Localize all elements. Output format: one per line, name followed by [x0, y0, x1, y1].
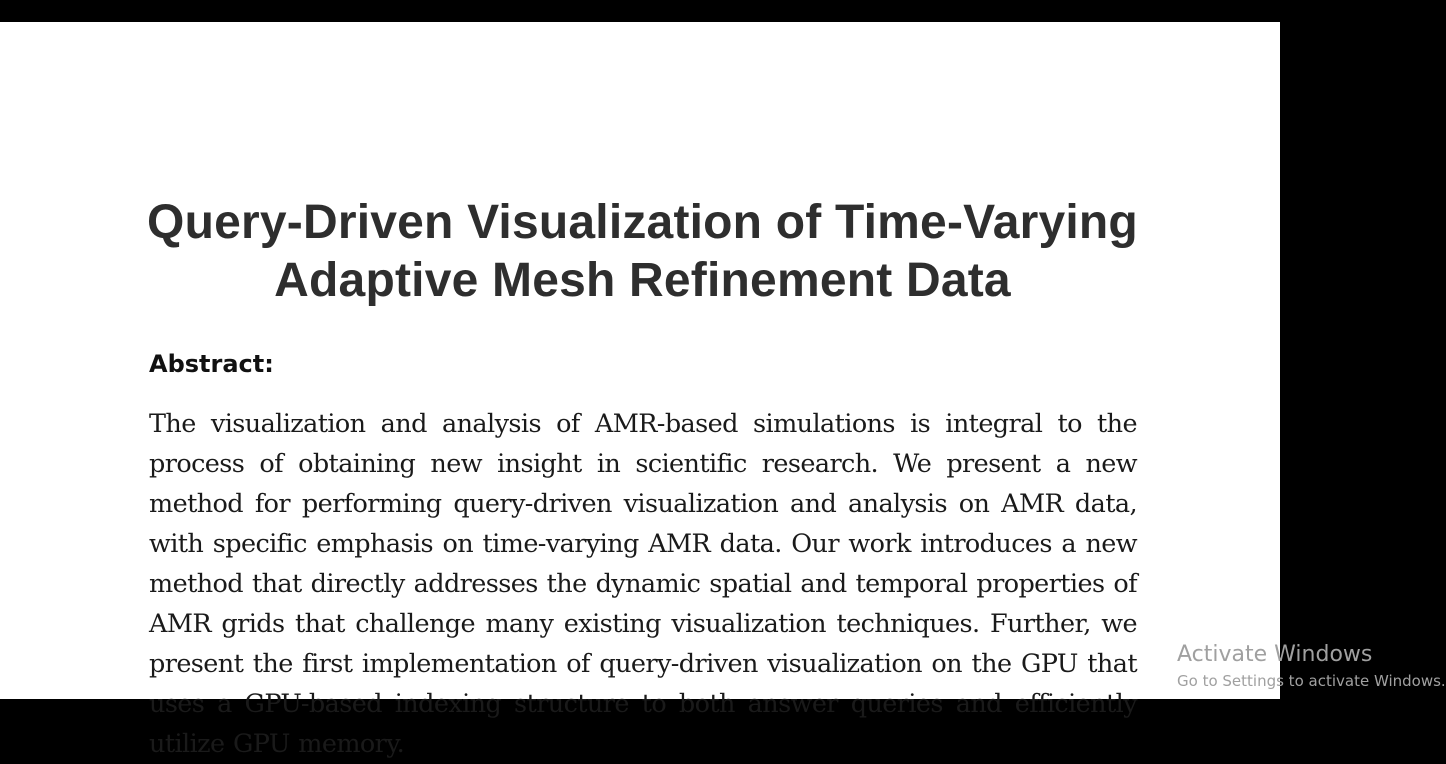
activate-windows-watermark — [1177, 641, 1446, 691]
document-page — [0, 22, 1446, 759]
activate-windows-title: Activate Windows — [1177, 642, 1373, 667]
abstract-text: The visualization and analysis of AMR-based simulations is integral to the process of obtaining new insight in scientific research. We present a new method for performing query-driven visualization and analysis on AMR data, with specific emphasis on time-varying AMR data. Our work introduces a new method that directly addresses the dynamic spatial and temporal properties of AMR grids that challenge many existing visualization techniques. Further, we present the first implementation of query-driven visualization on the GPU that uses a GPU-based indexing structure to both answer queries and efficiently utilize GPU memory. — [149, 409, 1137, 759]
abstract-heading: Abstract: — [149, 350, 274, 378]
document-title: Query-Driven Visualization of Time-Varying Adaptive Mesh Refinement Data — [147, 196, 1138, 307]
activate-windows-subtitle: Go to Settings to activate Windows. — [1177, 672, 1446, 690]
